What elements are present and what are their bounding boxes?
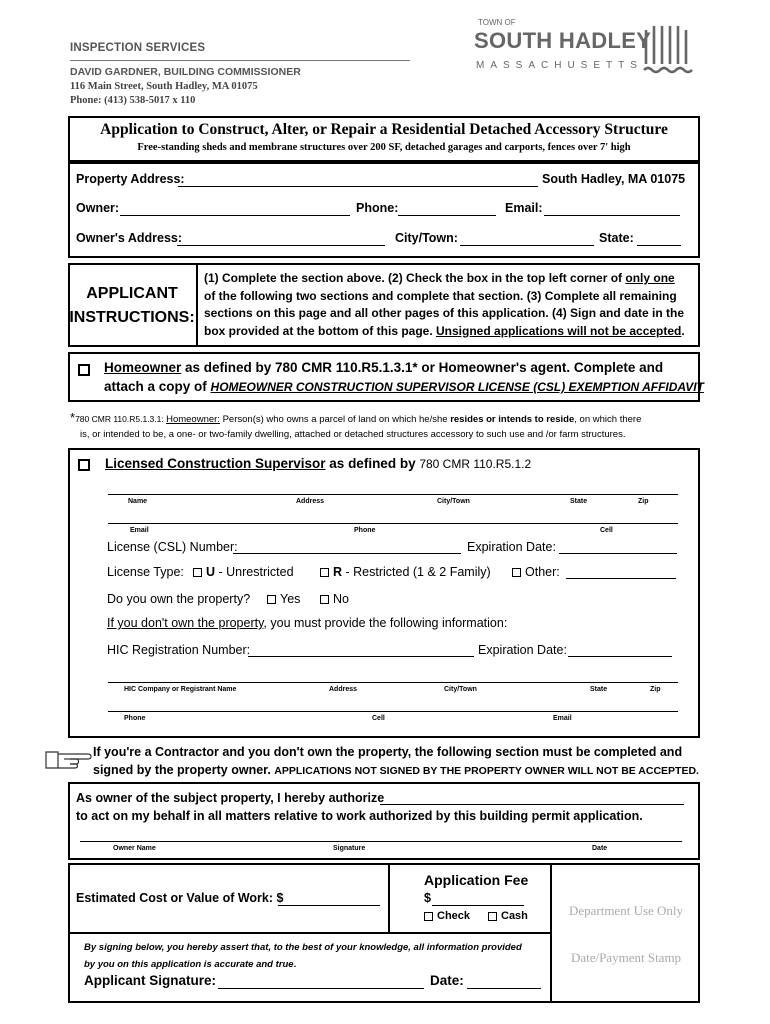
csl-cell-caption: Cell (600, 527, 613, 534)
hic-address-caption: Address (329, 686, 358, 693)
commissioner: DAVID GARDNER, BUILDING COMMISSIONER (70, 66, 301, 78)
hic-zip-caption: Zip (650, 686, 661, 693)
contractor-note: If you're a Contractor and you don't own the property, the following section must be completed and signed by the property owner. APPLICATIONS NOT SIGNED BY THE PROPERTY OWNER WILL NOT BE ACCEPTED. (93, 745, 699, 777)
instructions-heading-2: INSTRUCTIONS: (69, 309, 195, 326)
hic-cell-caption: Cell (372, 715, 385, 722)
license-exp-label: Expiration Date: (467, 540, 556, 554)
applicant-signature-field[interactable] (218, 988, 424, 989)
fee-amount-field[interactable] (432, 905, 524, 906)
csl-email-caption: Email (130, 527, 149, 534)
town-suffix: South Hadley, MA 01075 (542, 172, 686, 186)
estimated-cost-field[interactable] (278, 905, 380, 906)
csl-city-caption: City/Town (437, 498, 470, 505)
authorize-line1: As owner of the subject property, I hereby authorize (76, 791, 385, 805)
application-fee-title: Application Fee (424, 872, 529, 888)
owner-date-caption: Date (592, 845, 608, 852)
homeowner-checkbox[interactable] (78, 364, 90, 376)
owner-label: Owner: (76, 201, 120, 215)
logo-state: MASSACHUSETTS (476, 60, 643, 71)
license-type-other-field[interactable] (566, 578, 676, 579)
license-type-u[interactable]: U - Unrestricted (193, 565, 294, 579)
phone-field[interactable] (398, 215, 496, 216)
department-use-only: Department Use Only (568, 903, 684, 918)
office-phone: Phone: (413) 538-5017 x 110 (70, 95, 196, 106)
own-yes-checkbox[interactable] (267, 595, 276, 604)
hic-exp-field[interactable] (568, 656, 672, 657)
authorize-signature-line[interactable] (80, 841, 682, 842)
fee-check[interactable]: Check (424, 910, 470, 922)
homeowner-line1: Homeowner as defined by 780 CMR 110.R5.1.3.1* or Homeowner's agent. Complete and (104, 360, 664, 375)
fee-dollar: $ (424, 891, 431, 905)
csl-name-caption: Name (128, 498, 148, 505)
csl-heading: Licensed Construction Supervisor as defined by 780 CMR 110.R5.1.2 (105, 456, 532, 471)
phone-label: Phone: (356, 201, 399, 215)
hic-row1-line[interactable] (108, 682, 678, 683)
instructions-heading-1: APPLICANT (86, 285, 178, 302)
homeowner-footnote: *780 CMR 110.R5.1.3.1: Homeowner: Person(s) who owns a parcel of land on which he/she resides or intends to reside, on which there is, or intended to be, a one- or two-family dwelling, attached or detached structures accessory to such use and /or farm structures. (70, 410, 642, 440)
license-type-other[interactable]: Other: (512, 565, 560, 579)
owners-address-label: Owner's Address: (76, 231, 183, 245)
license-type-r[interactable]: R - Restricted (1 & 2 Family) (320, 565, 491, 579)
town-logo (470, 18, 710, 80)
dept-name: INSPECTION SERVICES (70, 42, 206, 54)
own-no-checkbox[interactable] (320, 595, 329, 604)
csl-address-caption: Address (296, 498, 325, 505)
form-title: Application to Construct, Alter, or Repair a Residential Detached Accessory Structure (100, 121, 668, 138)
fee-check-checkbox[interactable] (424, 912, 433, 921)
if-not-owner: If you don't own the property, you must provide the following information: (107, 616, 508, 630)
license-type-r-checkbox[interactable] (320, 568, 329, 577)
owner-name-caption: Owner Name (113, 845, 156, 852)
fee-cash[interactable]: Cash (488, 910, 528, 922)
license-type-label: License Type: (107, 565, 184, 579)
csl-row2-line[interactable] (108, 523, 678, 524)
csl-phone-caption: Phone (354, 527, 376, 534)
city-label: City/Town: (395, 231, 458, 245)
csl-checkbox[interactable] (78, 459, 90, 471)
own-no[interactable]: No (320, 592, 349, 606)
csl-row1-line[interactable] (108, 494, 678, 495)
logo-name: SOUTH HADLEY (474, 28, 652, 53)
license-type-other-checkbox[interactable] (512, 568, 521, 577)
owner-signature-caption: Signature (333, 845, 366, 852)
hic-city-caption: City/Town (444, 686, 477, 693)
hic-label: HIC Registration Number: (107, 643, 251, 657)
authorize-name-field[interactable] (380, 804, 684, 805)
instructions-text: (1) Complete the section above. (2) Check the box in the top left corner of only one of the following two sections and complete that section. (3) Complete all remaining sections on this page and all other pages of this application. (4) Sign and date in the box provided at the bottom of this page. Unsigned applications will not be accepted. (204, 271, 685, 338)
date-payment-stamp: Date/Payment Stamp (570, 950, 682, 965)
header-rule (70, 60, 410, 61)
owner-field[interactable] (120, 215, 350, 216)
license-number-field[interactable] (233, 553, 461, 554)
fee-divider-v1 (388, 863, 390, 933)
fee-divider-h (68, 932, 550, 934)
state-label: State: (599, 231, 634, 245)
fee-cash-checkbox[interactable] (488, 912, 497, 921)
authorize-line2: to act on my behalf in all matters relative to work authorized by this building permit application. (76, 809, 643, 823)
logo-mill-icon (642, 22, 698, 78)
owners-address-field[interactable] (177, 245, 385, 246)
applicant-date-field[interactable] (467, 988, 541, 989)
license-number-label: License (CSL) Number: (107, 540, 238, 554)
city-field[interactable] (460, 245, 594, 246)
hic-phone-caption: Phone (124, 715, 146, 722)
csl-state-caption: State (570, 498, 588, 505)
hic-state-caption: State (590, 686, 608, 693)
license-type-u-checkbox[interactable] (193, 568, 202, 577)
form-subtitle: Free-standing sheds and membrane structures over 200 SF, detached garages and carports, fences over 7' high (137, 142, 631, 153)
pointing-hand-icon (44, 746, 92, 772)
hic-exp-label: Expiration Date: (478, 643, 567, 657)
hic-email-caption: Email (553, 715, 572, 722)
property-address-label: Property Address: (76, 172, 185, 186)
license-exp-field[interactable] (559, 553, 677, 554)
own-yes[interactable]: Yes (267, 592, 300, 606)
assertion-text: By signing below, you hereby assert that, to the best of your knowledge, all information provided by you on this application is accurate and true. (84, 942, 522, 970)
fee-divider-v2 (550, 863, 552, 1003)
office-address: 116 Main Street, South Hadley, MA 01075 (70, 81, 258, 92)
own-property-question: Do you own the property? (107, 592, 251, 606)
hic-row2-line[interactable] (108, 711, 678, 712)
property-address-field[interactable] (178, 186, 538, 187)
estimated-cost-label: Estimated Cost or Value of Work: $ (76, 891, 284, 905)
hic-company-caption: HIC Company or Registrant Name (124, 686, 237, 693)
homeowner-line2: attach a copy of HOMEOWNER CONSTRUCTION SUPERVISOR LICENSE (CSL) EXEMPTION AFFIDAVIT (104, 379, 704, 394)
csl-zip-caption: Zip (638, 498, 649, 505)
email-field[interactable] (544, 215, 680, 216)
email-label: Email: (505, 201, 543, 215)
instructions-divider (196, 263, 198, 347)
applicant-date-label: Date: (430, 973, 464, 988)
hic-field[interactable] (248, 656, 474, 657)
state-field[interactable] (637, 245, 681, 246)
applicant-signature-label: Applicant Signature: (84, 973, 217, 988)
logo-town-of: TOWN OF (478, 18, 516, 27)
